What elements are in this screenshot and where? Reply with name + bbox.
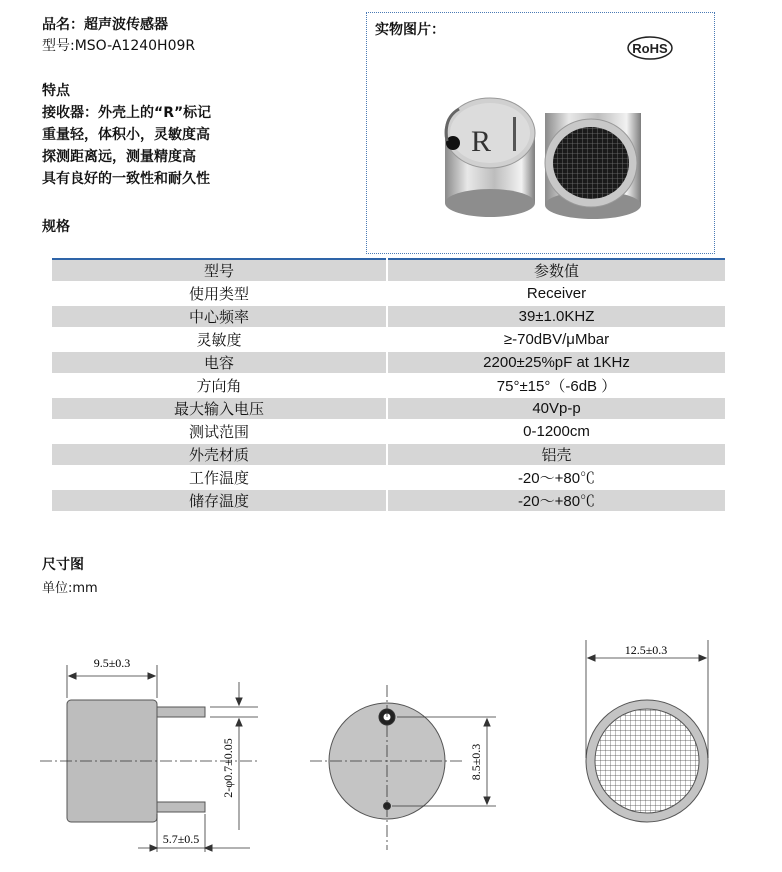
feature-item: 探测距离远，测量精度高	[42, 149, 196, 165]
model-number: 型号:MSO-A1240H09R	[42, 38, 196, 54]
product-photo-box	[366, 12, 715, 254]
spec-table-row	[52, 282, 726, 305]
dim-diameter-label: 12.5±0.3	[624, 643, 668, 657]
spec-table-row	[52, 397, 726, 420]
spec-value-cell: 2200±25%pF at 1KHz	[387, 351, 726, 374]
sensor-back-view	[445, 98, 535, 217]
spec-table-row	[52, 374, 726, 397]
spec-param-cell: 型号	[52, 259, 387, 282]
photo-label: 实物图片：	[375, 22, 445, 38]
spec-table	[52, 258, 727, 513]
spec-table-row	[52, 305, 726, 328]
rohs-logo	[628, 37, 672, 59]
spec-param-cell: 最大输入电压	[52, 397, 387, 420]
product-photo	[367, 13, 714, 253]
spec-param-cell: 储存温度	[52, 489, 387, 512]
sensor-front-view	[543, 108, 643, 219]
spec-table-row	[52, 466, 726, 489]
spec-value-cell: 75°±15°（-6dB ）	[387, 374, 726, 397]
spec-value-cell: -20～+80℃	[387, 466, 726, 489]
dimension-drawing	[0, 600, 782, 872]
features-title: 特点	[42, 83, 70, 99]
spec-param-cell: 中心频率	[52, 305, 387, 328]
spec-table-row	[52, 351, 726, 374]
dim-length-label: 9.5±0.3	[93, 656, 131, 670]
dim-pin-label: 2-φ0.7±0.05	[221, 738, 235, 798]
spec-value-cell: 40Vp-p	[387, 397, 726, 420]
front-view	[586, 640, 708, 822]
spec-value-cell: 参数值	[387, 259, 726, 282]
spec-table-row	[52, 443, 726, 466]
svg-text:RoHS: RoHS	[632, 41, 668, 56]
spec-value-cell: Receiver	[387, 282, 726, 305]
feature-item: 重量轻，体积小，灵敏度高	[42, 127, 210, 143]
spec-title: 规格	[42, 219, 70, 235]
spec-value-cell: 39±1.0KHZ	[387, 305, 726, 328]
spec-param-cell: 方向角	[52, 374, 387, 397]
spec-param-cell: 灵敏度	[52, 328, 387, 351]
spec-value-cell: -20～+80℃	[387, 489, 726, 512]
spec-value-cell: 0-1200cm	[387, 420, 726, 443]
spec-param-cell: 电容	[52, 351, 387, 374]
drawing-title: 尺寸图	[42, 557, 84, 573]
spec-table-row	[52, 489, 726, 512]
spec-value-cell: 铝壳	[387, 443, 726, 466]
spec-param-cell: 使用类型	[52, 282, 387, 305]
spec-param-cell: 外壳材质	[52, 443, 387, 466]
unit-label: 单位:mm	[42, 581, 98, 596]
svg-text:R: R	[470, 125, 492, 158]
dim-pin-spacing-label: 5.7±0.5	[162, 832, 200, 846]
spec-table-row	[52, 420, 726, 443]
spec-value-cell: ≥-70dBV/μMbar	[387, 328, 726, 351]
dim-pin-pitch-label: 8.5±0.3	[469, 743, 483, 781]
spec-table-header-row	[52, 259, 726, 282]
feature-item: 具有良好的一致性和耐久性	[42, 171, 210, 187]
spec-param-cell: 工作温度	[52, 466, 387, 489]
feature-item: 接收器：外壳上的“R”标记	[42, 105, 212, 121]
spec-table-row	[52, 328, 726, 351]
spec-param-cell: 测试范围	[52, 420, 387, 443]
product-name: 品名：超声波传感器	[42, 17, 168, 33]
